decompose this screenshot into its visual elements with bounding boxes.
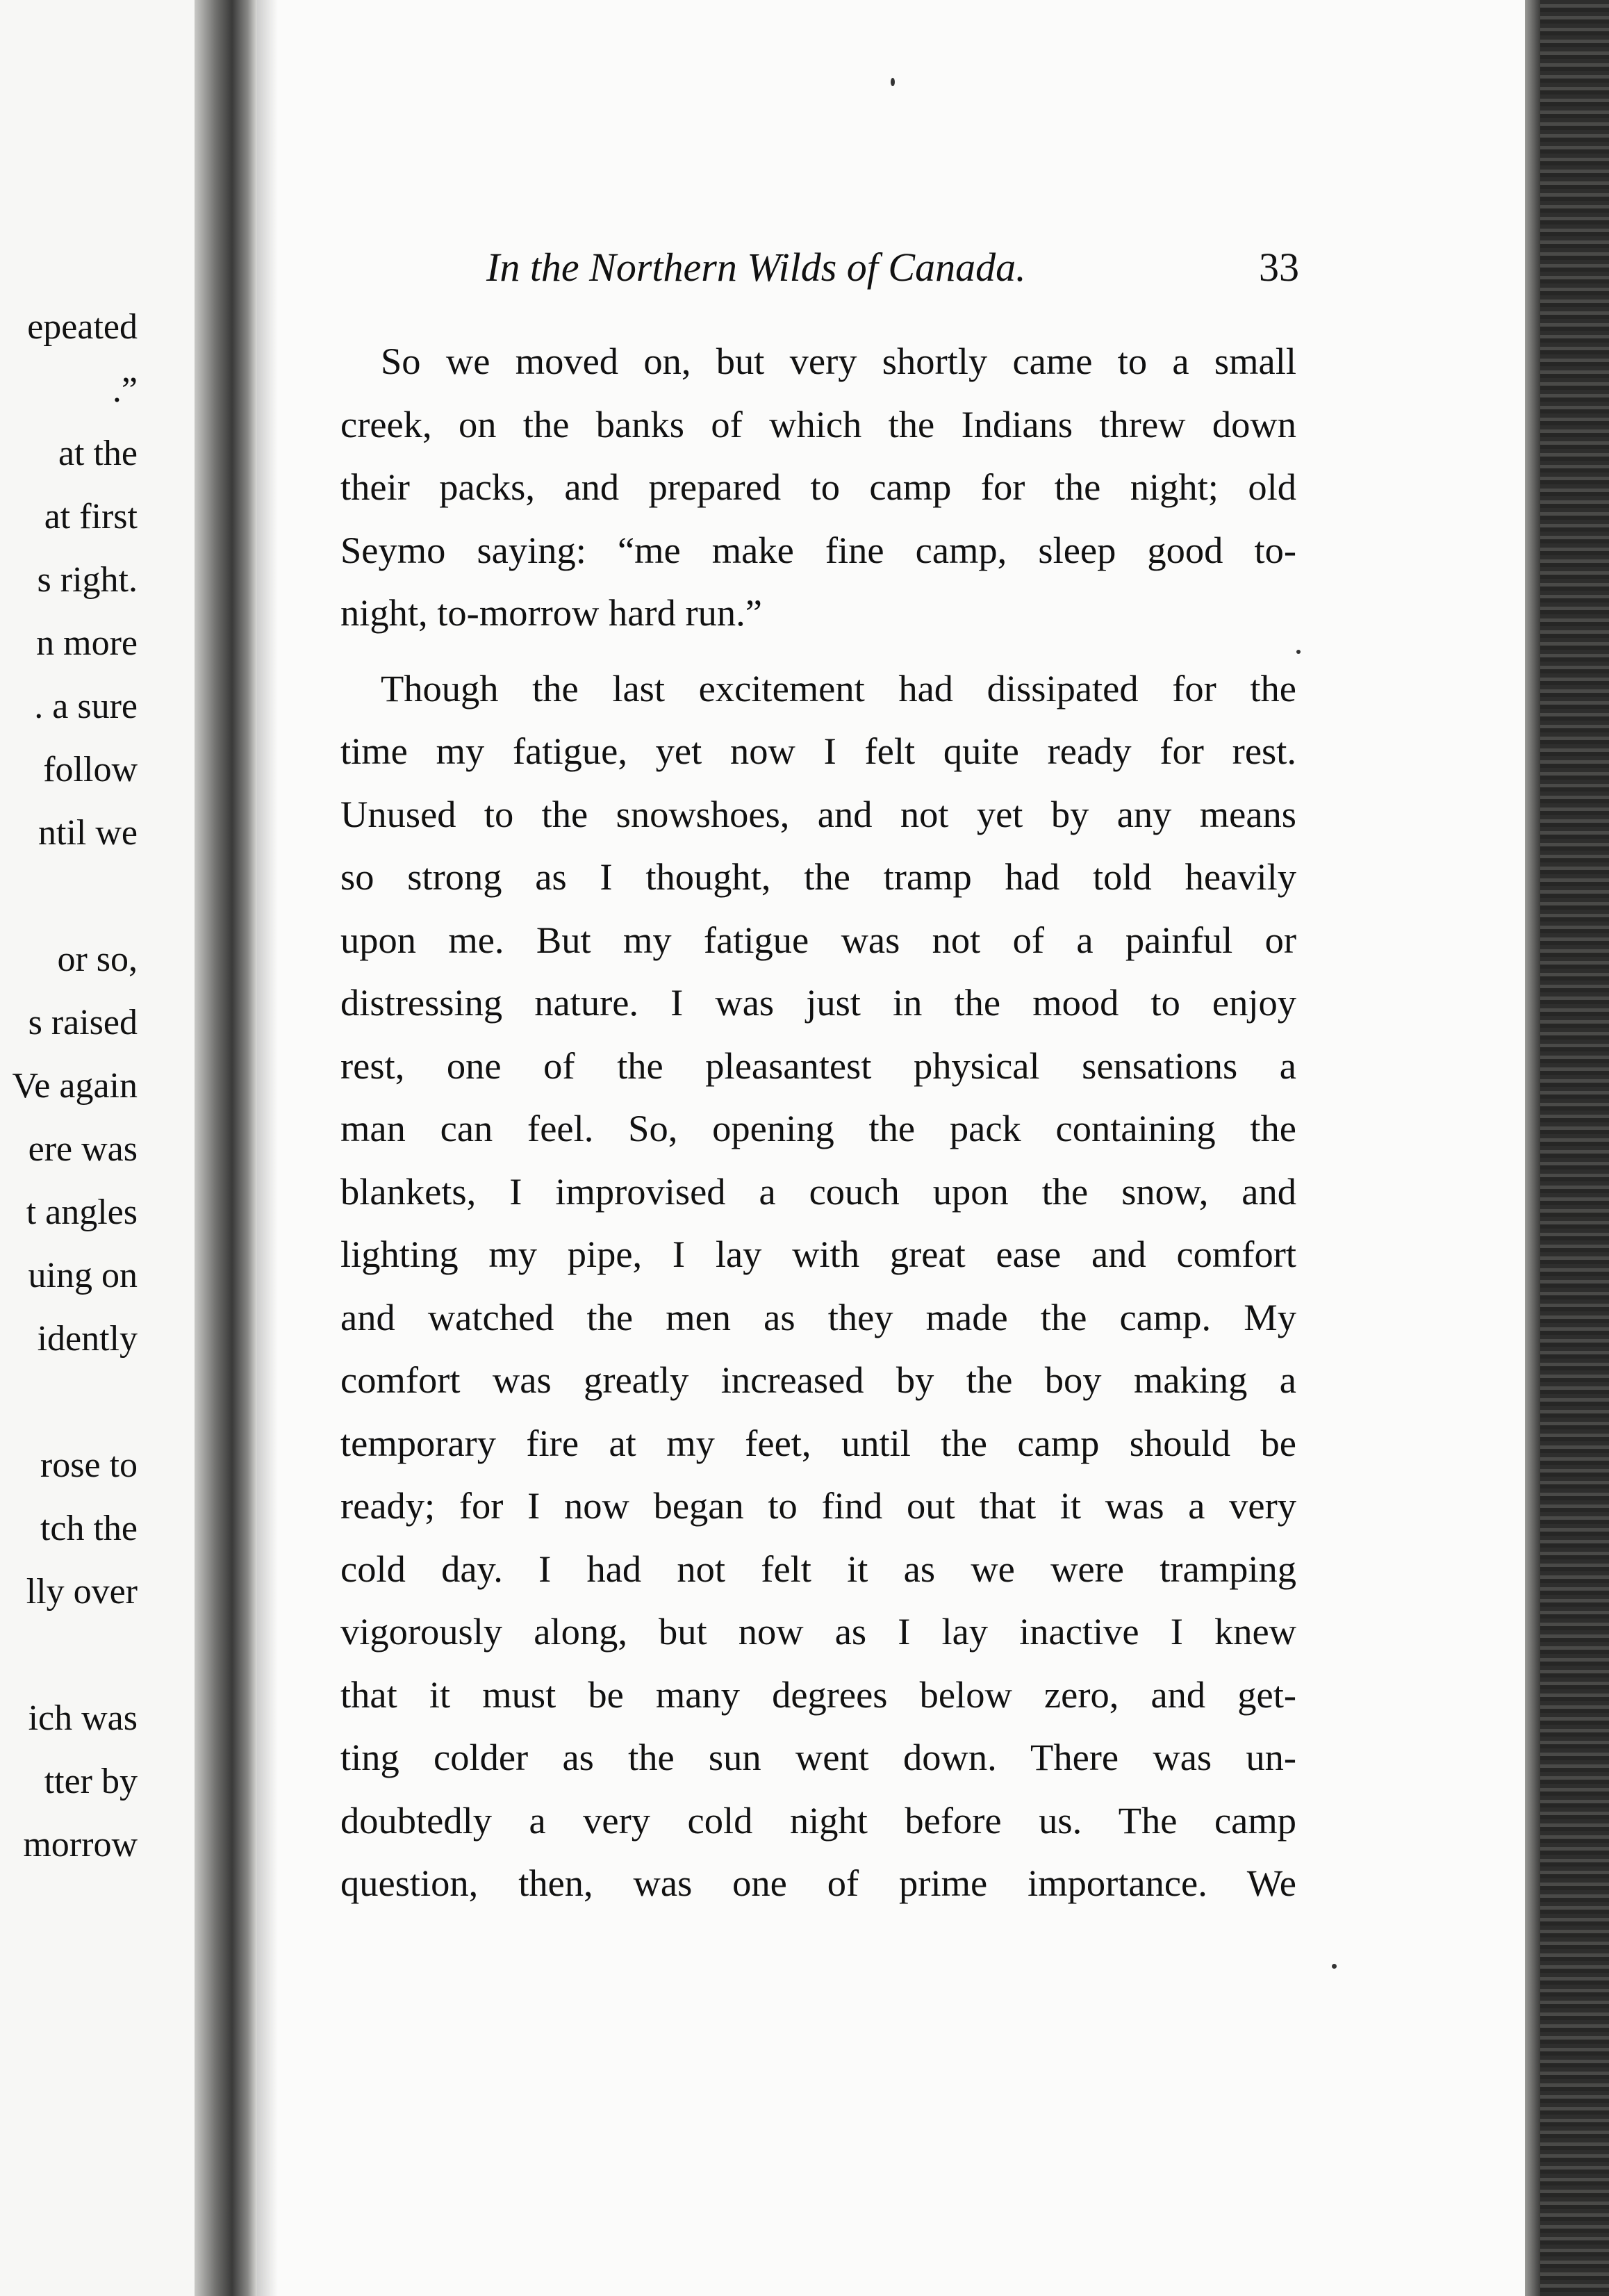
text-line: doubtedly a very cold night before us. The camp (340, 1798, 1296, 1842)
previous-page-line: morrow (23, 1825, 138, 1864)
previous-page-line: .” (112, 370, 138, 410)
previous-page-line: . a sure (34, 687, 138, 726)
text-line: night, to-morrow hard run.” (340, 591, 762, 634)
print-speck (1296, 650, 1301, 654)
text-line: time my fatigue, yet now I felt quite ready for rest. (340, 730, 1296, 772)
previous-page-line: Ve again (12, 1066, 138, 1106)
text-line: creek, on the banks of which the Indians threw down (340, 402, 1296, 445)
page-number: 33 (1259, 245, 1299, 290)
previous-page-line: follow (43, 750, 138, 789)
previous-page-line: at the (58, 434, 138, 473)
text-line: so strong as I thought, the tramp had told heavily (340, 855, 1296, 898)
running-title: In the Northern Wilds of Canada. (486, 245, 1026, 290)
previous-page-line: n more (36, 623, 138, 663)
page-shadow (257, 0, 278, 2296)
previous-page-line: tter by (44, 1762, 138, 1801)
previous-page-line: idently (37, 1319, 138, 1359)
previous-page-text (0, 295, 138, 1876)
text-line: distressing nature. I was just in the mood to enjoy (340, 981, 1296, 1024)
previous-page-line: tch the (40, 1509, 138, 1548)
text-line: temporary fire at my feet, until the camp should be (340, 1421, 1296, 1464)
print-speck (1332, 1964, 1337, 1969)
text-line: rest, one of the pleasantest physical sensations a (340, 1044, 1296, 1087)
text-line: their packs, and prepared to camp for the night; old (340, 466, 1296, 508)
previous-page-line: s right. (37, 560, 138, 600)
previous-page-line: ntil we (38, 813, 138, 853)
previous-page-line: at first (44, 497, 138, 536)
previous-page-line (0, 864, 138, 928)
paragraph (340, 330, 1296, 645)
print-speck (891, 78, 895, 86)
text-line: Though the last excitement had dissipated for the (381, 666, 1296, 710)
previous-page-line: uing on (28, 1256, 138, 1295)
previous-page-line: ere was (28, 1129, 138, 1169)
running-head (486, 233, 1313, 302)
body-text (340, 330, 1296, 1915)
text-line: ready; for I now began to find out that it was a very (340, 1484, 1296, 1527)
text-line: blankets, I improvised a couch upon the snow, and (340, 1170, 1296, 1213)
previous-page-line: or so, (57, 940, 138, 979)
text-line: vigorously along, but now as I lay inactive I knew (340, 1610, 1296, 1653)
text-line: lighting my pipe, I lay with great ease and comfort (340, 1233, 1296, 1275)
previous-page-line (0, 1370, 138, 1434)
text-line: Seymo saying: “me make fine camp, sleep good to- (340, 528, 1296, 571)
text-line: and watched the men as they made the camp. My (340, 1295, 1296, 1338)
text-line: cold day. I had not felt it as we were tramping (340, 1547, 1296, 1590)
text-line: So we moved on, but very shortly came to a small (381, 340, 1296, 382)
previous-page (0, 0, 201, 2296)
previous-page-line: ich was (28, 1698, 138, 1738)
previous-page-line: rose to (40, 1445, 138, 1485)
text-line: ting colder as the sun went down. There was un- (340, 1736, 1296, 1778)
text-line: question, then, was one of prime importance. We (340, 1862, 1296, 1904)
book-gutter (195, 0, 257, 2296)
text-line: man can feel. So, opening the pack containing the (340, 1107, 1296, 1149)
page-stack-edge (1525, 0, 1609, 2296)
text-line: that it must be many degrees below zero, and get- (340, 1673, 1296, 1716)
text-line: upon me. But my fatigue was not of a painful or (340, 918, 1296, 961)
previous-page-line: s raised (28, 1003, 138, 1042)
text-line: Unused to the snowshoes, and not yet by any means (340, 792, 1296, 835)
text-line: comfort was greatly increased by the boy making a (340, 1359, 1296, 1401)
previous-page-line: t angles (26, 1192, 138, 1232)
previous-page-line (0, 1623, 138, 1687)
previous-page-line: epeated (27, 307, 138, 347)
previous-page-line: lly over (26, 1572, 138, 1612)
paragraph (340, 657, 1296, 1915)
